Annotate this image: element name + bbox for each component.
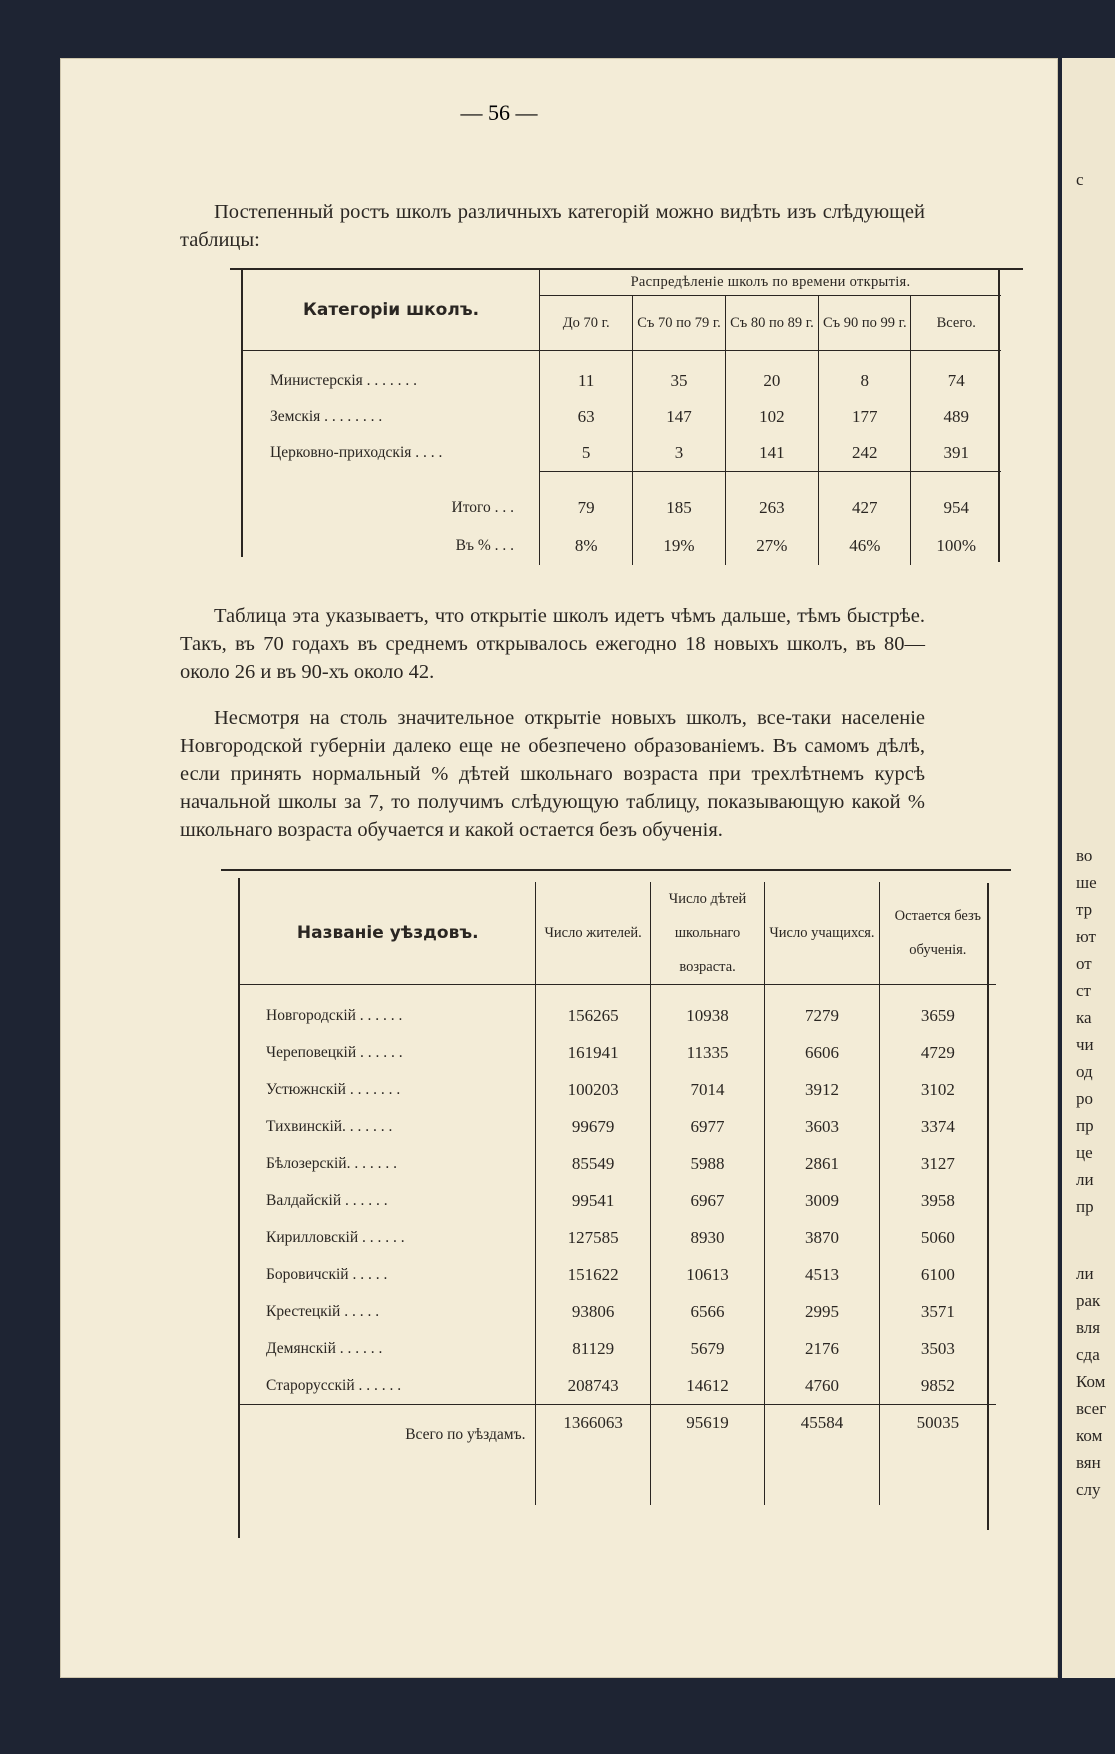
right-page-text-fragment: ше [1076, 873, 1097, 892]
value-cell: 427 [819, 489, 911, 527]
percent-row [243, 527, 1001, 565]
value-cell: 63 [540, 399, 633, 435]
value-cell: 208743 [536, 1367, 650, 1405]
value-cell: 11335 [650, 1034, 764, 1071]
value-cell: 2176 [765, 1330, 879, 1367]
value-cell: 242 [819, 435, 911, 471]
value-cell: 19% [633, 527, 725, 565]
right-page-text-fragment: ка [1076, 1008, 1092, 1027]
value-cell: 85549 [536, 1145, 650, 1182]
value-cell: 489 [911, 399, 1001, 435]
value-cell: 8% [540, 527, 633, 565]
value-cell: 3102 [879, 1071, 996, 1108]
right-page-text-fragment: вля [1076, 1318, 1101, 1337]
value-cell: 156265 [536, 997, 650, 1034]
value-cell: 100203 [536, 1071, 650, 1108]
total-value: 1366063 [536, 1405, 650, 1466]
value-cell: 8930 [650, 1219, 764, 1256]
right-page-text-fragment: всег [1076, 1399, 1107, 1418]
value-cell: 11 [540, 363, 633, 399]
value-cell: 2861 [765, 1145, 879, 1182]
value-cell: 4760 [765, 1367, 879, 1405]
value-cell: 14612 [650, 1367, 764, 1405]
value-cell: 3374 [879, 1108, 996, 1145]
right-page-text-fragment: ли [1076, 1170, 1094, 1189]
spacer-cell [633, 471, 725, 489]
value-cell: 99679 [536, 1108, 650, 1145]
value-cell: 35 [633, 363, 725, 399]
column-header: Число жителей. [536, 882, 650, 985]
value-cell: 954 [911, 489, 1001, 527]
spacer-cell [765, 985, 879, 998]
value-cell: 10613 [650, 1256, 764, 1293]
district-name: Устюжнскій . . . . . . . [266, 1080, 401, 1098]
table-row [243, 399, 1001, 435]
table-row [240, 1108, 996, 1145]
right-page-text-fragment: од [1076, 1062, 1093, 1081]
right-page-text-fragment: це [1076, 1143, 1093, 1162]
period-header: Съ 90 по 99 г. [819, 295, 911, 350]
district-name: Крестецкій . . . . . [266, 1302, 380, 1320]
value-cell: 6977 [650, 1108, 764, 1145]
table2-top-rule [221, 869, 1011, 871]
value-cell: 10938 [650, 997, 764, 1034]
value-cell: 263 [725, 489, 818, 527]
value-cell: 7014 [650, 1071, 764, 1108]
spacer-cell [911, 351, 1001, 364]
value-cell: 151622 [536, 1256, 650, 1293]
category-label: Министерскія . . . . . . . [243, 363, 540, 399]
right-page-text-fragment: ро [1076, 1089, 1093, 1108]
value-cell: 2995 [765, 1293, 879, 1330]
right-page-text-fragment: ком [1076, 1426, 1103, 1445]
right-page-text-fragment: сда [1076, 1345, 1100, 1364]
district-education-table [240, 882, 996, 1505]
spacer-cell [243, 351, 540, 364]
period-header: Съ 70 по 79 г. [633, 295, 725, 350]
total-value: 45584 [765, 1405, 879, 1466]
paragraph-2 [180, 602, 925, 686]
value-cell: 46% [819, 527, 911, 565]
adjacent-page-edge [1062, 58, 1115, 1678]
table-row [240, 997, 996, 1034]
spacer-cell [540, 351, 633, 364]
value-cell: 3 [633, 435, 725, 471]
category-header: Категоріи школъ. [243, 270, 540, 351]
column-header: Число дѣтей школьнаго возраста. [650, 882, 764, 985]
table-row [243, 363, 1001, 399]
table-row [240, 1071, 996, 1108]
value-cell: 8 [819, 363, 911, 399]
category-label: Церковно-приходскія . . . . [243, 435, 540, 471]
right-page-text-fragment: пр [1076, 1116, 1094, 1135]
value-cell: 5060 [879, 1219, 996, 1256]
district-name: Старорусскій . . . . . . [266, 1376, 402, 1394]
value-cell: 6967 [650, 1182, 764, 1219]
intro-paragraph [180, 198, 925, 254]
spacer-cell [650, 1465, 764, 1505]
value-cell: 27% [725, 527, 818, 565]
value-cell: 3571 [879, 1293, 996, 1330]
value-cell: 3127 [879, 1145, 996, 1182]
value-cell: 147 [633, 399, 725, 435]
value-cell: 6606 [765, 1034, 879, 1071]
period-header: Съ 80 по 89 г. [725, 295, 818, 350]
page-number: — 56 — [460, 100, 538, 125]
right-page-text-fragment: слу [1076, 1480, 1101, 1499]
value-cell: 3603 [765, 1108, 879, 1145]
value-cell: 4729 [879, 1034, 996, 1071]
spacer-cell [243, 471, 540, 489]
table-row [240, 1034, 996, 1071]
value-cell: 3659 [879, 997, 996, 1034]
total-row [243, 489, 1001, 527]
table-row [240, 1293, 996, 1330]
percent-row-label: Въ % . . . [243, 527, 540, 565]
value-cell: 3912 [765, 1071, 879, 1108]
spacer-cell [536, 1465, 650, 1505]
period-header: Всего. [911, 295, 1001, 350]
spacer-cell [725, 351, 818, 364]
distribution-header: Распредѣленіе школъ по времени открытія. [540, 270, 1001, 295]
spacer-cell [725, 471, 818, 489]
right-page-text-fragment: тр [1076, 900, 1093, 919]
table-row [240, 1330, 996, 1367]
spacer-cell [911, 471, 1001, 489]
value-cell: 4513 [765, 1256, 879, 1293]
value-cell: 391 [911, 435, 1001, 471]
value-cell: 7279 [765, 997, 879, 1034]
spacer-cell [240, 1465, 536, 1505]
district-name: Кирилловскій . . . . . . [266, 1228, 405, 1246]
spacer-cell [536, 985, 650, 998]
table-row [240, 1256, 996, 1293]
paragraph-2-text: Таблица эта указываетъ, что открытіе школъ идетъ чѣмъ дальше, тѣмъ быстрѣе. Такъ, въ 70 годахъ въ среднемъ открывалось ежегодно 18 новыхъ школъ, въ 80—около 26 и въ 90-хъ около 42. [180, 605, 925, 683]
spacer-cell [819, 471, 911, 489]
value-cell: 185 [633, 489, 725, 527]
total-label: Всего по уѣздамъ. [240, 1405, 536, 1466]
right-page-text-fragment: ст [1076, 981, 1091, 1000]
value-cell: 3958 [879, 1182, 996, 1219]
value-cell: 3009 [765, 1182, 879, 1219]
table-row [240, 1367, 996, 1405]
value-cell: 74 [911, 363, 1001, 399]
spacer-cell [879, 1465, 996, 1505]
paragraph-3-text: Несмотря на столь значительное открытіе новыхъ школъ, все-таки населеніе Новгородской губерніи далеко еще не обезпечено образованіемъ. Въ самомъ дѣлѣ, если принять нормальный % дѣтей школьнаго возраста при трехлѣтнемъ курсѣ начальной школы за 7, то получимъ слѣдующую таблицу, показывающую какой % школьнаго возраста обучается и какой остается безъ обученія. [180, 707, 925, 841]
table-row [240, 1145, 996, 1182]
value-cell: 79 [540, 489, 633, 527]
district-name: Валдайскій . . . . . . [266, 1191, 388, 1209]
value-cell: 100% [911, 527, 1001, 565]
right-page-text-fragment: ют [1076, 927, 1096, 946]
district-name-header: Названіе уѣздовъ. [240, 882, 536, 985]
value-cell: 161941 [536, 1034, 650, 1071]
value-cell: 93806 [536, 1293, 650, 1330]
value-cell: 102 [725, 399, 818, 435]
value-cell: 6566 [650, 1293, 764, 1330]
value-cell: 141 [725, 435, 818, 471]
spacer-cell [240, 985, 536, 998]
right-page-text-fragment: вян [1076, 1453, 1101, 1472]
district-name: Череповецкій . . . . . . [266, 1043, 403, 1061]
period-header: До 70 г. [540, 295, 633, 350]
value-cell: 5679 [650, 1330, 764, 1367]
right-page-text-fragment: пр [1076, 1197, 1094, 1216]
spacer-cell [765, 1465, 879, 1505]
value-cell: 20 [725, 363, 818, 399]
value-cell: 5988 [650, 1145, 764, 1182]
value-cell: 6100 [879, 1256, 996, 1293]
district-name: Бѣлозерскій. . . . . . . [266, 1154, 397, 1172]
district-name: Демянскій . . . . . . [266, 1339, 383, 1357]
value-cell: 81129 [536, 1330, 650, 1367]
right-page-text-fragment: с [1076, 170, 1084, 189]
right-page-text-fragment: рак [1076, 1291, 1101, 1310]
table-row [243, 435, 1001, 471]
school-categories-table [243, 270, 1001, 565]
category-label: Земскія . . . . . . . . [243, 399, 540, 435]
value-cell: 177 [819, 399, 911, 435]
right-page-text-fragment: во [1076, 846, 1093, 865]
column-header: Число учащихся. [765, 882, 879, 985]
value-cell: 99541 [536, 1182, 650, 1219]
spacer-cell [633, 351, 725, 364]
right-page-text-fragment: от [1076, 954, 1092, 973]
intro-text: Постепенный ростъ школъ различныхъ категорій можно видѣть изъ слѣдующей таблицы: [180, 201, 925, 251]
district-name: Новгородскій . . . . . . [266, 1006, 403, 1024]
value-cell: 3503 [879, 1330, 996, 1367]
value-cell: 3870 [765, 1219, 879, 1256]
total-value: 50035 [879, 1405, 996, 1466]
district-name: Боровичскій . . . . . [266, 1265, 388, 1283]
district-name: Тихвинскій. . . . . . . [266, 1117, 393, 1135]
paragraph-3 [180, 704, 925, 844]
spacer-cell [879, 985, 996, 998]
spacer-cell [650, 985, 764, 998]
spacer-cell [819, 351, 911, 364]
table-row [240, 1182, 996, 1219]
table-row [240, 1219, 996, 1256]
right-page-text-fragment: ли [1076, 1264, 1094, 1283]
value-cell: 9852 [879, 1367, 996, 1405]
total-value: 95619 [650, 1405, 764, 1466]
column-header: Остается безъ обученія. [879, 882, 996, 985]
value-cell: 127585 [536, 1219, 650, 1256]
value-cell: 5 [540, 435, 633, 471]
total-row-label: Итого . . . [243, 489, 540, 527]
right-page-text-fragment: чи [1076, 1035, 1094, 1054]
total-row [240, 1405, 996, 1466]
spacer-cell [540, 471, 633, 489]
right-page-text-fragment: Ком [1076, 1372, 1106, 1391]
